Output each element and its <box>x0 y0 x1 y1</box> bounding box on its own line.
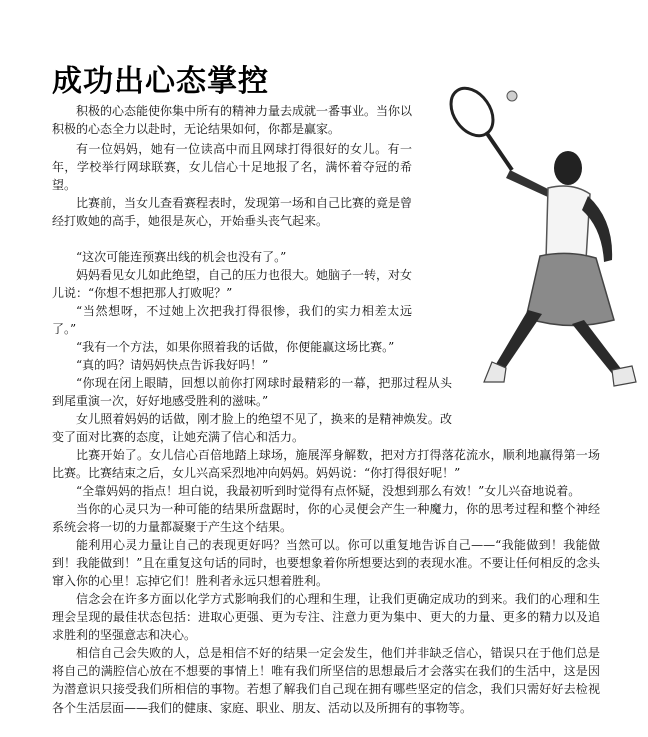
paragraph: “这次可能连预赛出线的机会也没有了。” <box>76 250 287 264</box>
paragraph: “我有一个方法，如果你照着我的话做，你便能赢这场比赛。” <box>76 340 395 354</box>
paragraph: 当你的心灵只为一种可能的结果所盘踞时，你的心灵便会产生一种魔力，你的思考过程和整个神经系统会将一切的力量都凝聚于产生这个结果。 <box>52 502 600 535</box>
paragraph: 能利用心灵力量让自己的表现更好吗？当然可以。你可以重复地告诉自己——“我能做到！我能做到！我能做到！”且在重复这句话的同时，也要想象着你所想要达到的表现水准。不要让任何相反的念头窜入你的心里！忘掉它们！胜利者永远只想着胜利。 <box>52 538 600 589</box>
paragraph: 信念会在许多方面以化学方式影响我们的心理和生理，让我们更确定成功的到来。我们的心理和生理会呈现的最佳状态包括：进取心更强、更为专注、注意力更为集中、更大的力量、更多的精力以及追求胜利的坚强意志和决心。 <box>52 592 600 643</box>
paragraph: 积极的心态能使你集中所有的精神力量去成就一番事业。当你以积极的心态全力以赴时，无论结果如何，你都是赢家。 <box>52 104 413 137</box>
paragraph: 有一位妈妈，她有一位读高中而且网球打得很好的女儿。有一年，学校举行网球联赛，女儿信心十足地报了名，满怀着夺冠的希望。 <box>52 142 412 193</box>
paragraph: “全靠妈妈的指点！坦白说，我最初听到时觉得有点怀疑，没想到那么有效！”女儿兴奋地说着。 <box>76 484 581 498</box>
paragraph: “当然想呀，不过她上次把我打得很惨，我们的实力相差太远了。” <box>52 304 412 337</box>
paragraph: 妈妈看见女儿如此绝望，自己的压力也很大。她脑子一转，对女儿说：“你想不想把那人打败呢？” <box>52 268 413 301</box>
article-title: 成功出心态掌控 <box>52 64 269 99</box>
paragraph: 比赛开始了。女儿信心百倍地踏上球场，施展浑身解数，把对方打得落花流水，顺利地赢得第一场比赛。比赛结束之后，女儿兴高采烈地冲向妈妈。妈妈说：“你打得很好呢！” <box>52 448 600 481</box>
paragraph: 比赛前，当女儿查看赛程表时，发现第一场和自己比赛的竟是曾经打败她的高手，她很是灰心，开始垂头丧气起来。 <box>52 196 413 229</box>
paragraph: 女儿照着妈妈的话做，刚才脸上的绝望不见了，换来的是精神焕发。改变了面对比赛的态度，让她充满了信心和活力。 <box>52 412 452 445</box>
paragraph: “真的吗？请妈妈快点告诉我好吗！” <box>76 358 269 372</box>
paragraph: 相信自己会失败的人，总是相信不好的结果一定会发生，他们并非缺乏信心，错误只在于他们总是将自己的满腔信心放在不想要的事情上！唯有我们所坚信的思想最后才会落实在我们的生活中，这是因为潜意识只接受我们所相信的事物。若想了解我们自己现在拥有哪些坚定的信念，我们只需好好去检视各个生活层面——我们的健康、家庭、职业、朋友、活动以及所拥有的事物等。 <box>52 646 600 715</box>
paragraph: “你现在闭上眼睛，回想以前你打网球时最精彩的一幕，把那过程从头到尾重演一次，好好地感受胜利的滋味。” <box>52 376 452 409</box>
